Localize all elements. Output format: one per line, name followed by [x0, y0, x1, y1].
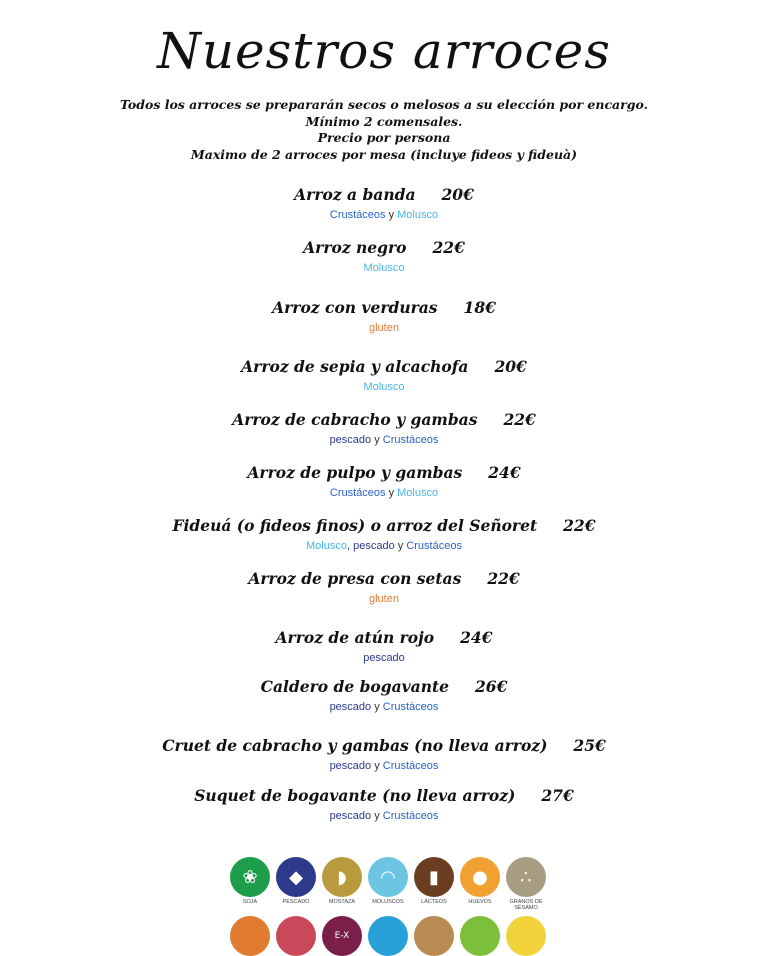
allergen-legend-label: PESCADO [282, 899, 310, 905]
dish-price: 20€ [494, 357, 527, 376]
dish-allergens: pescado y Crustáceos [329, 434, 439, 446]
intro-line: Todos los arroces se prepararán secos o melosos a su elección por encargo. [120, 97, 648, 112]
intro-text [0, 97, 768, 163]
dish-name: Arroz de presa con setas [248, 569, 462, 588]
dish-item [0, 357, 768, 394]
allergen-label: Molusco [363, 381, 405, 393]
allergen-legend-label: MOSTAZA [328, 899, 356, 905]
allergen-legend-label: MOLUSCOS [372, 899, 404, 905]
allergen-label: pescado [329, 760, 372, 772]
dish-name: Arroz de sepia y alcachofa [241, 357, 469, 376]
dish-item [0, 736, 768, 773]
dish-allergens: Crustáceos y Molusco [329, 209, 439, 221]
allergen-label: Molusco [306, 540, 347, 552]
dish-item [0, 410, 768, 447]
dish-price: 26€ [475, 677, 508, 696]
allergen-legend-item [458, 857, 502, 905]
dish-item [0, 786, 768, 823]
dish-allergens [0, 651, 768, 665]
dish-name: Caldero de bogavante [260, 677, 449, 696]
allergen-label: Crustáceos [382, 434, 439, 446]
allergen-label: Crustáceos [406, 540, 462, 552]
allergen-label: Crustáceos [329, 209, 386, 221]
allergen-icon [460, 916, 500, 956]
mustard-icon: ◗ [322, 857, 362, 897]
dish-name: Cruet de cabracho y gambas (no lleva arroz) [162, 736, 548, 755]
allergen-label: Crustáceos [382, 701, 439, 713]
dish-price: 22€ [563, 516, 596, 535]
allergen-label: gluten [369, 593, 399, 605]
dish-allergens: pescado y Crustáceos [329, 701, 439, 713]
allergen-legend-item [320, 857, 364, 905]
allergen-label: pescado [329, 810, 372, 822]
sesame-icon: ∴ [506, 857, 546, 897]
dish-price: 20€ [441, 185, 474, 204]
intro-line: Precio por persona [317, 130, 451, 145]
shell-icon: ◠ [368, 857, 408, 897]
dish-price: 18€ [463, 298, 496, 317]
allergen-icon [230, 916, 270, 956]
dish-allergens: pescado y Crustáceos [329, 810, 439, 822]
allergen-label: pescado [329, 701, 372, 713]
allergen-legend-item [228, 857, 272, 905]
allergen-label: pescado [329, 434, 372, 446]
allergen-legend-item [274, 857, 318, 905]
dish-allergens [0, 380, 768, 394]
allergen-label: Molusco [397, 487, 439, 499]
dish-allergens [0, 261, 768, 275]
egg-icon: ● [460, 857, 500, 897]
dish-price: 22€ [487, 569, 520, 588]
allergen-icon [368, 916, 408, 956]
dish-allergens: Crustáceos y Molusco [329, 487, 439, 499]
allergen-label: Crustáceos [329, 487, 386, 499]
dish-item [0, 677, 768, 714]
allergen-legend-item [412, 857, 456, 905]
dish-name: Arroz a banda [294, 185, 416, 204]
dish-name: Arroz con verduras [272, 298, 438, 317]
allergen-legend-label: SOJA [242, 899, 258, 905]
dish-item [0, 185, 768, 222]
dish-item [0, 569, 768, 606]
intro-line: Mínimo 2 comensales. [305, 113, 463, 129]
dish-name: Fideuá (o fideos finos) o arroz del Señoret [172, 516, 538, 535]
allergen-label: Crustáceos [382, 760, 439, 772]
allergen-label: pescado [353, 540, 395, 552]
allergen-label: Crustáceos [382, 810, 439, 822]
dish-allergens: Molusco, pescado y Crustáceos [306, 540, 462, 552]
dish-allergens: pescado y Crustáceos [329, 760, 439, 772]
dish-price: 22€ [432, 238, 465, 257]
page-title: Nuestros arroces [157, 22, 611, 80]
dish-allergens [0, 321, 768, 335]
dish-price: 27€ [541, 786, 574, 805]
dish-price: 24€ [460, 628, 493, 647]
allergen-label: Molusco [363, 262, 405, 274]
allergen-legend-label: GRANOS DE SÉSAMO [509, 899, 543, 911]
dish-item [0, 516, 768, 553]
allergen-label: Molusco [397, 209, 439, 221]
dairy-icon: ▮ [414, 857, 454, 897]
allergen-legend-item [504, 857, 548, 911]
allergen-icon [414, 916, 454, 956]
dish-price: 24€ [488, 463, 521, 482]
intro-line: Maximo de 2 arroces por mesa (incluye fideos y fideuà) [190, 146, 578, 162]
dish-price: 22€ [503, 410, 536, 429]
allergen-icon [506, 916, 546, 956]
dish-item [0, 628, 768, 665]
allergen-icon: E-X [322, 916, 362, 956]
allergen-icon [276, 916, 316, 956]
dish-item [0, 298, 768, 335]
dish-name: Suquet de bogavante (no lleva arroz) [194, 786, 516, 805]
allergen-label: gluten [369, 322, 399, 334]
dish-name: Arroz de cabracho y gambas [232, 410, 478, 429]
dish-item [0, 463, 768, 500]
dish-name: Arroz de atún rojo [275, 628, 435, 647]
soy-icon: ❀ [230, 857, 270, 897]
dish-price: 25€ [573, 736, 606, 755]
allergen-label: pescado [363, 652, 405, 664]
allergen-legend-item [366, 857, 410, 905]
allergen-legend-label: HUEVOS [468, 899, 492, 905]
dish-item [0, 238, 768, 275]
dish-allergens [0, 592, 768, 606]
fish-icon: ◆ [276, 857, 316, 897]
allergen-legend-label: LÁCTEOS [421, 899, 447, 905]
dish-name: Arroz de pulpo y gambas [247, 463, 463, 482]
dish-name: Arroz negro [303, 238, 407, 257]
